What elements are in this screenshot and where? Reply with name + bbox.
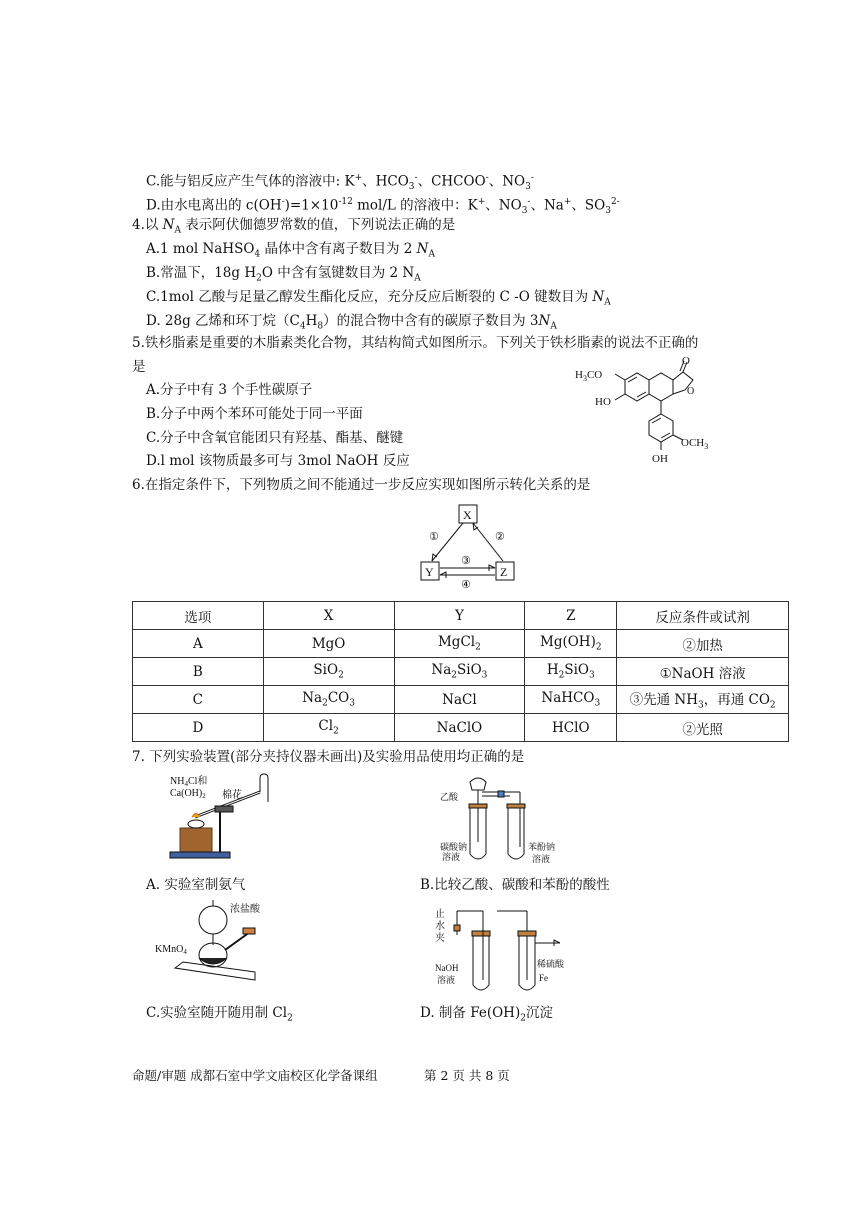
apparatus-a-ammonia	[165, 772, 285, 864]
svg-text:③: ③	[461, 555, 471, 567]
apparatus-d-iron-hydroxide	[435, 905, 585, 1001]
tsugacetal-structure	[575, 350, 715, 470]
q4-option-a: A.1 mol NaHSO$_4$ 晶体中含有离子数目为 2 $N_A$	[146, 241, 435, 260]
svg-text:稀硫酸: 稀硫酸	[537, 959, 565, 969]
svg-text:碳酸钠: 碳酸钠	[440, 842, 468, 852]
svg-text:止: 止	[435, 909, 445, 920]
xyz-conversion-diagram	[415, 500, 525, 590]
svg-text:②: ②	[495, 531, 505, 543]
q4-option-c: C.1mol 乙酸与足量乙醇发生酯化反应，充分反应后断裂的 C -O 键数目为 $N_A$	[146, 289, 611, 308]
table-row: A MgO MgCl$_2$ $Mg(OH)_2$ ②加热	[133, 630, 789, 658]
svg-text:Y: Y	[425, 565, 434, 579]
svg-text:NaOH: NaOH	[435, 963, 459, 973]
apparatus-c-chlorine	[155, 900, 295, 990]
svg-text:KMnO4: KMnO$_4$	[155, 944, 187, 956]
svg-text:Fe: Fe	[539, 973, 548, 983]
svg-text:乙酸: 乙酸	[440, 792, 459, 802]
q5-option-c: C.分子中含氧官能团只有羟基、酯基、醚键	[146, 430, 404, 446]
q7-caption-b: B.比较乙酸、碳酸和苯酚的酸性	[420, 877, 610, 893]
table-row: D $Cl_2$ NaClO HClO ②光照	[133, 714, 789, 742]
q7-caption-c: C.实验室随开随用制 $Cl_2$	[146, 1005, 293, 1024]
svg-text:OCH3: $OCH_3$	[681, 437, 709, 451]
apparatus-b-acidity	[440, 772, 570, 872]
q5-option-b: B.分子中两个苯环可能处于同一平面	[146, 406, 363, 422]
svg-text:①: ①	[429, 531, 439, 543]
svg-text:夹: 夹	[435, 933, 445, 944]
table-header-row: 选项 X Y Z 反应条件或试剂	[133, 602, 789, 630]
footer-page-number: 第 2 页 共 8 页	[424, 1068, 510, 1083]
svg-text:水: 水	[435, 921, 445, 932]
q4-option-d: D. 28g 乙烯和环丁烷$(C_4H_8)$的混合物中含有的碳原子数目为 $3N_A$	[146, 313, 557, 332]
svg-text:④: ④	[461, 579, 471, 590]
q3-option-d: D.由水电离出的 $c(OH^-)=1\times 10^{-12}$ mol/L 的溶液中：K+、$NO_3^-$、Na+、$SO_3^{2-}$	[146, 197, 620, 217]
svg-text:X: X	[463, 508, 472, 522]
svg-text:浓盐酸: 浓盐酸	[230, 904, 260, 915]
svg-text:溶液: 溶液	[442, 852, 461, 862]
svg-text:O: O	[682, 355, 690, 367]
table-row: B SiO$_2$ $Na_2SiO_3$ $H_2SiO_3$ ①NaOH 溶液	[133, 658, 789, 686]
svg-text:溶液: 溶液	[532, 854, 551, 864]
q5-option-a: A.分子中有 3 个手性碳原子	[146, 382, 313, 398]
svg-text:OH: OH	[652, 453, 668, 465]
q7-stem: 7. 下列实验装置(部分夹持仪器未画出)及实验用品使用均正确的是	[132, 749, 525, 765]
q7-caption-a: A. 实验室制氨气	[146, 877, 246, 893]
q6-options-table	[132, 601, 789, 742]
svg-text:O: O	[687, 386, 695, 397]
svg-text:溶液: 溶液	[437, 975, 456, 985]
footer-author: 命题/审题 成都石室中学文庙校区化学备课组	[132, 1068, 378, 1083]
svg-text:Ca(OH)2: $Ca(OH)_2$	[170, 788, 206, 800]
q5-option-d: D.l mol 该物质最多可与 3mol NaOH 反应	[146, 453, 410, 469]
q5-stem-line2: 是	[132, 359, 146, 375]
q3-option-c: C.能与铝反应产生气体的溶液中: K+、$HCO_3^-$、CHCOO-、$NO_3^-$	[146, 173, 534, 193]
q5-stem-line1: 5.铁杉脂素是重要的木脂素类化合物，其结构简式如图所示。下列关于铁杉脂素的说法不正确的	[132, 335, 699, 351]
q4-stem: 4.以 $N_A$ 表示阿伏伽德罗常数的值，下列说法正确的是	[132, 217, 456, 236]
svg-text:棉花: 棉花	[222, 790, 242, 801]
svg-text:NH4Cl和: $NH_4Cl$和	[170, 776, 208, 788]
svg-text:HO: HO	[595, 396, 611, 408]
table-row: C $Na_2CO_3$ NaCl NaHCO$_3$ ③先通 $NH_3$，再通 $CO_2$	[133, 686, 789, 714]
q4-option-b: B.常温下，18g $H_2O$ 中含有氢键数目为 2 $N_A$	[146, 265, 421, 284]
q6-stem: 6.在指定条件下，下列物质之间不能通过一步反应实现如图所示转化关系的是	[132, 477, 591, 493]
svg-text:苯酚钠: 苯酚钠	[528, 842, 556, 852]
q7-caption-d: D. 制备 $Fe(OH)_2$沉淀	[420, 1005, 553, 1024]
svg-text:H3CO: $H_3CO$	[575, 369, 603, 383]
svg-text:Z: Z	[500, 565, 508, 579]
